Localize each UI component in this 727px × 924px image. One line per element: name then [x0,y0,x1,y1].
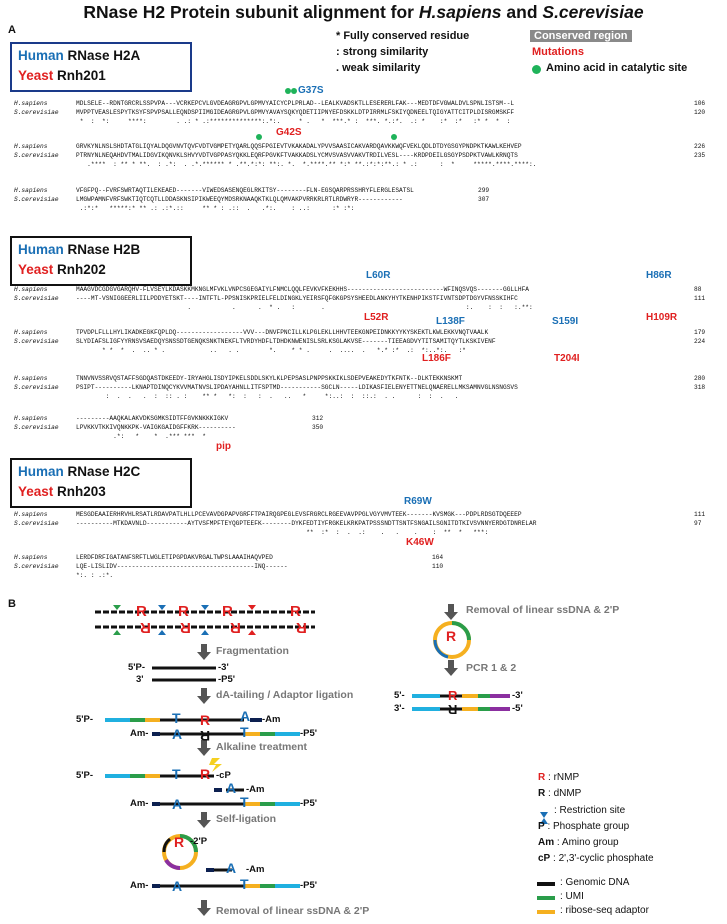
rnmp-glyph: R [180,619,191,636]
species-label: H.sapiens [14,286,48,293]
mutation-label: pip [216,441,231,452]
species-label: H.sapiens [14,554,48,561]
species-label: S.cerevisiae [14,196,59,203]
panel-a-label: A [8,24,16,36]
title-species-2: S.cerevisiae [542,2,644,22]
mutation-label: S159I [552,316,579,327]
legend-dnmp [538,788,581,799]
species-label: S.cerevisiae [14,338,59,345]
seq-number: 318 [694,384,706,391]
species-label: S.cerevisiae [14,295,59,302]
step-self-ligation: Self-ligation [216,813,277,825]
alignment-seq: PTRNYNLNEQAHDVTMALIDGVIKQNVKLSHVYVDTVGPPASYQKKLEQRFPGVKFTVAKKADSLYCMVSVASVVAKVTRDILVESL----KRDPDEILGSGYPSDPKTVAWLKRNQTS [76,152,518,159]
alignment-seq: MESGDEAAIERHRVHLRSATLRDAVPATLHLLPCEVAVDGPAPVGRFFTPAIRQGPEGLEVSFRGRCLRGEEVAVPPGLVGYVMVTEEK-------KVSMGK---PDPLRDSGTDQEEEP [76,511,522,518]
dt-glyph: T [240,724,249,740]
mutation-label: L52R [364,312,389,323]
end-label: -P5' [300,798,318,809]
mutation-label: H86R [646,270,672,281]
seq-number: 111 [694,295,706,302]
rnmp-glyph: R [290,603,301,620]
da-glyph: A [226,860,237,876]
title-species-1: H.sapiens [418,2,502,22]
restriction-site-icon [248,605,256,610]
dt-glyph: T [172,710,181,726]
box-h2c [10,458,192,508]
rnmp-glyph: R [178,603,189,620]
species-label: S.cerevisiae [14,563,59,570]
end-label: -3' [512,690,523,701]
end-label: 5'P- [76,714,94,725]
mutation-label: L186F [422,353,451,364]
legend-sym: R [538,788,546,799]
conservation-line: .**** : ** * **. : .*: . .*.****** * .**.*:*: **:. *. *.****.** *:* **.:*:*:**.: * .: : * *****.****.****:. [76,161,537,168]
seq-number: 88 [694,286,702,293]
seq-number: 350 [312,424,324,431]
genomic-dna [95,612,315,627]
box-yeast: Yeast [18,68,54,83]
mutation-label: L138F [436,316,465,327]
conservation-line: .:*:* *****:* ** .: .:*.:: ** * : .:: . .*:. : ..: :* :*: [76,205,370,212]
da-glyph: A [172,796,183,812]
end-label: -2'P [190,836,208,847]
da-glyph: A [240,708,251,724]
mutation-label: H109R [646,312,678,323]
legend-rnmp [538,772,579,783]
step-removal-right: Removal of linear ssDNA & 2'P [466,604,620,616]
alignment-seq: LQE-LISLIDV-------------------------------------INQ------ [76,563,288,570]
rnmp-glyph: R [222,603,233,620]
end-label: -Am [262,714,281,725]
end-label: 3'- [394,703,405,714]
restriction-site-icon [113,605,121,610]
species-label: S.cerevisiae [14,152,59,159]
box-yeast: Yeast [18,262,54,277]
da-glyph: A [226,780,237,796]
end-label: -P5' [218,674,236,685]
end-label: -Am [246,864,265,875]
end-label: 5'P- [76,770,94,781]
restriction-site-icon [248,630,256,635]
restriction-site-icon [158,605,166,610]
step-pcr: PCR 1 & 2 [466,662,517,674]
conservation-line: * : *: ****: . .: * .:**************:.*:. * . * ***.* : ***. *.:*. .: * :* :* :* * * : [76,118,511,125]
mutation-label: G37S [298,85,324,96]
species-label: H.sapiens [14,375,48,382]
alignment-seq: LPVKKVTKKIVQNKKPK-VAIGKGAIDGFFKRK---------- [76,424,236,431]
catalytic-dot-icon [256,134,262,140]
seq-number: 280 [694,375,706,382]
step-removal: Removal of linear ssDNA & 2'P [216,905,370,917]
dt-glyph: T [240,794,249,810]
alignment-seq: MDLSELE--RDNTGRCRLSSPVPA---VCRKEPCVLGVDEAGRGPVLGPMVYAICYCPLPRLAD--LEALKVADSKTLLESERERLFAK---MEDTDFVGWALDVLSPNLISTSM--L [76,100,515,107]
alignment-seq: PSIPT----------LKNAPTDINQCYKVVMATNVSLIPDAYAHNLLITFSPTMD-----------SGCLN-----LDIKASFIELENYETTNELQNAERELLMKSAMNVGLNSNGSVS [76,384,518,391]
step-adaptor: dA-tailing / Adaptor ligation [216,689,354,701]
seq-number: 299 [478,187,490,194]
dt-glyph: T [240,876,249,892]
box-yeast: Yeast [18,484,54,499]
restriction-site-icon [201,630,209,635]
alignment-seq: TPVDPLFLLLHYLIKADKEGKFQPLDQ------------------VVV---DNVFPNCILLKLPGLEKLLHHVTEEKGNPEIDNKKYYKYSKEKTLKWLEKKVNQTVAALK [76,329,489,336]
rnmp-glyph: R [200,712,211,728]
conservation-line: ** :* : . .: . . . : ** * ***: [76,529,489,536]
conservation-line: .*: * * .*** *** * [76,433,206,440]
seq-number: 224 [694,338,706,345]
species-label: H.sapiens [14,143,48,150]
seq-number: 97 [694,520,702,527]
legend-amino [538,837,619,848]
box-yeast-name: Rnh201 [57,68,106,83]
legend-mutations: Mutations [532,46,584,58]
legend-sym: cP [538,853,551,864]
mutation-label: R69W [404,496,432,507]
workflow-diagram [0,600,727,924]
alignment-seq: LERDFDRFIGATANFSRFTLWGLETIPGPDAKVRGALTWPSLAAAIHAQVPED [76,554,273,561]
legend-umi: : UMI [560,891,584,902]
legend-text: : Phosphate group [547,821,630,832]
catalytic-dot-icon [291,88,297,94]
alignment-seq: GRVKYNLNSLSHDTATGLIQYALDQGVNVTQVFVDTVGMPETYQARLQQSFPGIEVTVKAKADALYPVVSAASICAKVARDQAVKKWQFVEKLQDLDTDYGSGYPNDPKTKAWLKEHVEP [76,143,522,150]
end-label: 5'P- [128,662,146,673]
species-label: S.cerevisiae [14,384,59,391]
species-label: H.sapiens [14,100,48,107]
conservation-line: * * * . .. * . .. . . *. * * . . .... . *.* :* .: *:..*:. :* [76,347,466,354]
species-label: H.sapiens [14,511,48,518]
step-fragmentation: Fragmentation [216,645,289,657]
legend-strong: : strong similarity [336,46,429,58]
rnmp-glyph: R [136,603,147,620]
restriction-site-icon [158,630,166,635]
box-human: Human [18,48,64,63]
rnmp-glyph: R [446,628,457,644]
species-label: H.sapiens [14,329,48,336]
dnmp-glyph: R [448,702,458,717]
panel-b-label: B [8,598,16,610]
catalytic-dot-icon [532,65,541,74]
rnmp-glyph: R [230,619,241,636]
rnmp-glyph: R [174,834,185,850]
alignment-seq: ---------AAQKALAKVDKSGMKSIDTFFGVKNKKKIGKV [76,415,229,422]
restriction-site-icon [113,630,121,635]
box-human: Human [18,464,64,479]
seq-number: 179 [694,329,706,336]
conservation-line: . . . * . : . :. : : :.**: [76,304,533,311]
conservation-line: : . . . : :: . : ** * *: : : . .. * *:..: : ::.: . . : : . . [76,393,481,400]
end-label: -cP [216,770,231,781]
legend-catalytic: Amino acid in catalytic site [546,62,688,74]
legend-text: : Amino group [556,837,619,848]
legend-text: : rNMP [548,772,580,783]
end-label: -P5' [300,728,318,739]
end-label: Am- [130,728,149,739]
end-label: -P5' [300,880,318,891]
box-human: Human [18,242,64,257]
seq-number: 120 [694,109,706,116]
legend-genomic: : Genomic DNA [560,877,630,888]
title-and: and [501,2,543,22]
species-label: S.cerevisiae [14,424,59,431]
box-h2b [10,236,192,286]
alignment-seq: ----------MTKDAVNLD-----------AYTVSFMPFTEYQGPTEEFK--------DYKFEDTIYFRGKELKRKPATPSSSNDTTSNTFSNGAILSGNITDTKIVSVNNYERDGTDNRELAR [76,520,537,527]
seq-number: 235 [694,152,706,159]
conservation-line: *:. : .:*. [76,572,262,579]
legend-fully: * Fully conserved residue [336,30,470,42]
end-label: 5'- [394,690,405,701]
legend-sym: Am [538,837,555,848]
rnmp-glyph: R [200,766,211,782]
seq-number: 106 [694,100,706,107]
alignment-seq: VFGFPQ--FVRFSWRTAQTILEKEAED-------VIWEDSASENQEGLRKITSY--------FLN-EGSQARPRSSHRYFLERGLESATSL [76,187,414,194]
end-label: Am- [130,798,149,809]
alignment-seq: ----MT-VSNIGGEERLIILPDDYETSKT----INTFTL-PPSNISKPRIELFELDINGKLYEIRSFQFGKGPSYSHEEDLANKYHYTKENHPIKSTFIVNTSDPTDGYVFNSSKIHFC [76,295,518,302]
da-glyph: A [172,878,183,894]
legend-ribose-adaptor: : ribose-seq adaptor [560,905,649,916]
alignment-seq: MAAGVDCGDGVGARQHV-FLVSEYLKDASKKMKNGLMFVKLVNPCSGEGAIYLFNMCLQQLFEVKVFKEKHHS--------------------------WFINQSVQS-------GGLLHFA [76,286,529,293]
rnmp-glyph: R [140,619,151,636]
dt-glyph: T [172,766,181,782]
legend-restriction: : Restriction site [554,805,626,816]
seq-number: 111 [694,511,706,518]
title-text: RNase H2 Protein subunit alignment for [83,2,419,22]
box-human-name: RNase H2C [67,464,141,479]
legend-text: : dNMP [548,788,582,799]
end-label: -Am [246,784,265,795]
catalytic-dot-icon [391,134,397,140]
species-label: H.sapiens [14,415,48,422]
legend-phosphate [538,821,629,832]
step-alkaline: Alkaline treatment [216,741,308,753]
mutation-label: T204I [554,353,580,364]
seq-number: 226 [694,143,706,150]
dnmp-glyph: R [200,728,211,744]
rnmp-glyph: R [448,688,458,703]
seq-number: 110 [432,563,444,570]
figure-title [0,2,727,23]
legend-conserved: Conserved region [530,30,632,42]
da-glyph: A [172,726,183,742]
alignment-seq: SLYDIAFSLIGFYYRNSVSAEDQYSNSSDTGENQKSNKTNEKFLTVRDYHDFLTDHDKNWENISLSRLKSGLAKVSE-------TIEEAGDVYTITSAMITQYTLKSKIVENF [76,338,496,345]
box-yeast-name: Rnh202 [57,262,106,277]
alignment-seq: MVPPTVEASLESPYTKSYFSPVPSALLEQNDSPIIMGIDEAGRGPVLGPMVYAVAYSQKYQDETIIPNYEFDSKKLDTPIRRMLFSKIYQDNEELTQIGYATTCITPLDISRGMSKFF [76,109,515,116]
legend-sym: R [538,772,546,783]
seq-number: 312 [312,415,324,422]
mutation-label: L60R [366,270,391,281]
legend-sym: P [538,821,545,832]
end-label: Am- [130,880,149,891]
alignment-seq: LMGWPAMNFVRFSWKTIQTCQTLLDDASKNSIPIKWEEQYMDSRKNAAQKTKLQLQMVAKPVRRKRLRTLRDWRYR------------ [76,196,403,203]
box-human-name: RNase H2B [67,242,141,257]
seq-number: 307 [478,196,490,203]
box-yeast-name: Rnh203 [57,484,106,499]
species-label: H.sapiens [14,187,48,194]
rnmp-glyph: R [296,619,307,636]
legend-weak: . weak similarity [336,62,421,74]
restriction-site-icon [201,605,209,610]
end-label: -3' [218,662,229,673]
mutation-label: G42S [276,127,302,138]
end-label: -5' [512,703,523,714]
box-h2a [10,42,192,92]
alignment-seq: TNNVNVSSRVQSTAFFSGDQASTDKEEDY-IRYAHGLISDYIPKELSDDLSKYLKLPEPSASLPNPPSKKIKLSDEPVEAKEDYTKFNTK--DLKTEKKNSKMT [76,375,463,382]
mutation-label: K46W [406,537,434,548]
legend-text: : 2',3'-cyclic phosphate [553,853,654,864]
species-label: S.cerevisiae [14,109,59,116]
box-human-name: RNase H2A [67,48,141,63]
seq-number: 164 [432,554,444,561]
end-label: 3' [136,674,144,685]
legend-cyclic [538,853,654,864]
species-label: S.cerevisiae [14,520,59,527]
